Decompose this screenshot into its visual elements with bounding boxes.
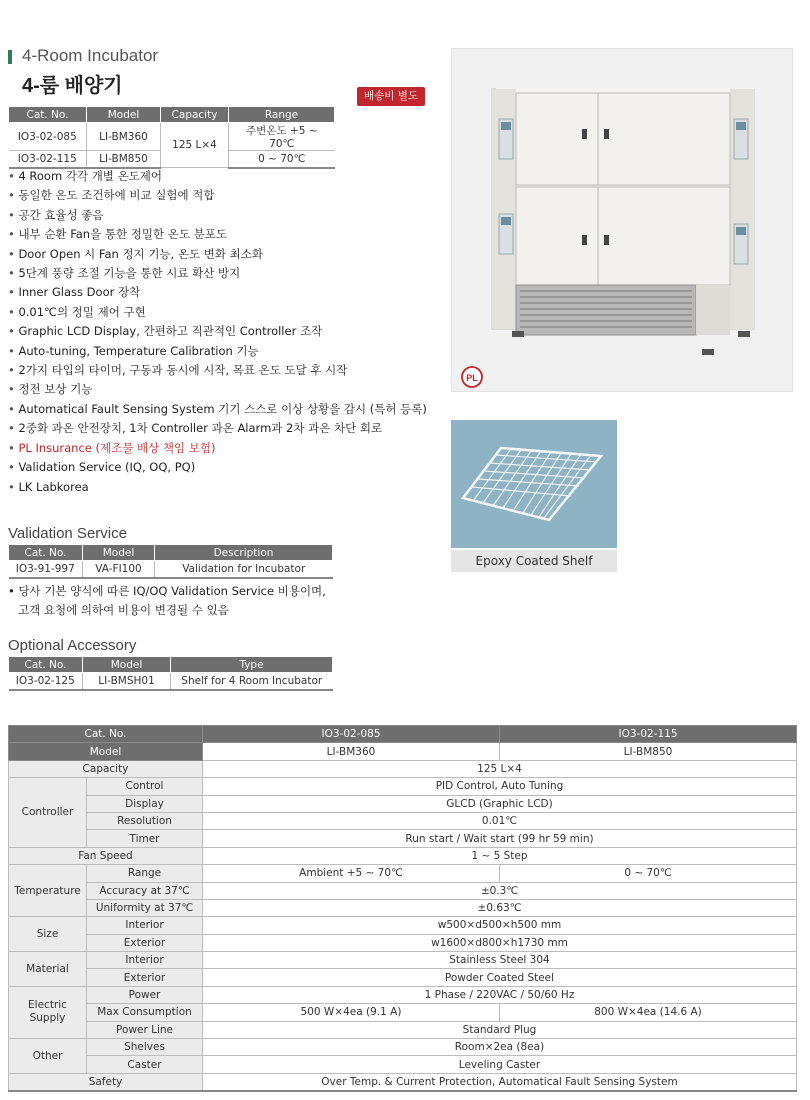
detailed-spec-table	[8, 725, 797, 1092]
exterior-label: Exterior	[87, 969, 203, 986]
table-header-row	[9, 107, 335, 123]
table-header-row	[9, 726, 797, 743]
cat-value: IO3-02-115	[500, 726, 797, 743]
table-row	[9, 917, 797, 934]
optional-accessory-title: Optional Accessory	[8, 637, 137, 654]
list-item: • 정전 보상 기능	[8, 380, 427, 399]
display-value: GLCD (Graphic LCD)	[203, 795, 797, 812]
table-row	[9, 952, 797, 969]
incubator-illustration	[452, 49, 793, 392]
table-row	[9, 561, 333, 578]
col-header: Cat. No.	[9, 107, 87, 123]
cell-capacity: 125 L×4	[161, 123, 229, 168]
col-header: Range	[229, 107, 335, 123]
shelf-illustration	[451, 420, 617, 548]
feature-list	[8, 167, 427, 497]
cat-label: Cat. No.	[9, 726, 203, 743]
col-header: Model	[87, 107, 161, 123]
exterior-label: Exterior	[87, 934, 203, 951]
list-item: • Validation Service (IQ, OQ, PQ)	[8, 458, 427, 477]
power-value: 1 Phase / 220VAC / 50/60 Hz	[203, 986, 797, 1003]
capacity-label: Capacity	[9, 760, 203, 777]
model-value: LI-BM850	[500, 743, 797, 760]
resolution-value: 0.01℃	[203, 812, 797, 829]
model-value: LI-BM360	[203, 743, 500, 760]
cell-model: LI-BM850	[87, 151, 161, 168]
accuracy-value: ±0.3℃	[203, 882, 797, 899]
cell-cat: IO3-02-115	[9, 151, 87, 168]
validation-note	[8, 582, 326, 620]
list-item: • Auto-tuning, Temperature Calibration 기능	[8, 342, 427, 361]
optional-accessory-table	[8, 656, 333, 691]
col-header: Cat. No.	[9, 657, 83, 673]
uniformity-value: ±0.63℃	[203, 899, 797, 916]
max-consumption-value: 500 W×4ea (9.1 A)	[203, 1004, 500, 1021]
table-row	[9, 934, 797, 951]
safety-label: Safety	[9, 1073, 203, 1090]
table-row	[9, 743, 797, 760]
shelves-label: Shelves	[87, 1039, 203, 1056]
cat-value: IO3-02-085	[203, 726, 500, 743]
table-row	[9, 1004, 797, 1021]
list-item: • Door Open 시 Fan 정지 기능, 온도 변화 최소화	[8, 245, 427, 264]
col-header: Cat. No.	[9, 545, 83, 561]
capacity-value: 125 L×4	[203, 760, 797, 777]
incubator-photo	[451, 48, 793, 392]
max-consumption-label: Max Consumption	[87, 1004, 203, 1021]
material-exterior-value: Powder Coated Steel	[203, 969, 797, 986]
table-row	[9, 795, 797, 812]
cell-model: LI-BM360	[87, 123, 161, 151]
table-row	[9, 865, 797, 882]
max-consumption-value: 800 W×4ea (14.6 A)	[500, 1004, 797, 1021]
col-header: Capacity	[161, 107, 229, 123]
table-row	[9, 778, 797, 795]
list-item: • Graphic LCD Display, 간편하고 직관적인 Controller 조작	[8, 322, 427, 341]
table-header-row	[9, 545, 333, 561]
power-line-label: Power Line	[87, 1021, 203, 1038]
table-row	[9, 1056, 797, 1073]
table-row	[9, 760, 797, 777]
table-row	[9, 899, 797, 916]
list-item: • Inner Glass Door 장착	[8, 283, 427, 302]
table-row	[9, 1021, 797, 1038]
other-label: Other	[9, 1039, 87, 1074]
power-label: Power	[87, 986, 203, 1003]
temperature-label: Temperature	[9, 865, 87, 917]
list-item: • LK Labkorea	[8, 478, 427, 497]
interior-label: Interior	[87, 917, 203, 934]
range-value: Ambient +5 ~ 70℃	[203, 865, 500, 882]
size-interior-value: w500×d500×h500 mm	[203, 917, 797, 934]
cell-range: 0 ~ 70℃	[229, 151, 335, 168]
shelf-caption: Epoxy Coated Shelf	[451, 550, 617, 572]
table-header-row	[9, 657, 333, 673]
list-item: • 0.01℃의 정밀 제어 구현	[8, 303, 427, 322]
cell-cat: IO3-02-125	[9, 673, 83, 690]
page-title-ko: 4-룸 배양기	[22, 75, 123, 97]
timer-value: Run start / Wait start (99 hr 59 min)	[203, 830, 797, 847]
accuracy-label: Accuracy at 37℃	[87, 882, 203, 899]
controller-label: Controller	[9, 778, 87, 848]
table-row	[9, 969, 797, 986]
material-interior-value: Stainless Steel 304	[203, 952, 797, 969]
col-header: Model	[83, 657, 171, 673]
cell-model: LI-BMSH01	[83, 673, 171, 690]
product-spec-table	[8, 106, 335, 169]
list-item: • 동일한 온도 조건하에 비교 실험에 적합	[8, 186, 427, 205]
shipping-badge: 배송비 별도	[357, 87, 425, 106]
control-value: PID Control, Auto Tuning	[203, 778, 797, 795]
size-exterior-value: w1600×d800×h1730 mm	[203, 934, 797, 951]
table-row	[9, 1039, 797, 1056]
list-item: • 내부 순환 Fan을 통한 정밀한 온도 분포도	[8, 225, 427, 244]
caster-value: Leveling Caster	[203, 1056, 797, 1073]
list-item: • 2중화 과온 안전장치, 1차 Controller 과온 Alarm과 2차 과온 차단 회로	[8, 419, 427, 438]
list-item-highlight: • PL Insurance (제조물 배상 책임 보험)	[8, 439, 427, 458]
list-item: • Automatical Fault Sensing System 기기 스스로 이상 상황을 감시 (특허 등록)	[8, 400, 427, 419]
validation-service-table	[8, 544, 333, 579]
size-label: Size	[9, 917, 87, 952]
table-row	[9, 986, 797, 1003]
shelves-value: Room×2ea (8ea)	[203, 1039, 797, 1056]
power-line-value: Standard Plug	[203, 1021, 797, 1038]
range-label: Range	[87, 865, 203, 882]
cell-cat: IO3-91-997	[9, 561, 83, 578]
resolution-label: Resolution	[87, 812, 203, 829]
electric-supply-label: Electric Supply	[9, 986, 87, 1038]
caster-label: Caster	[87, 1056, 203, 1073]
col-header: Description	[155, 545, 333, 561]
control-label: Control	[87, 778, 203, 795]
range-value: 0 ~ 70℃	[500, 865, 797, 882]
fan-speed-label: Fan Speed	[9, 847, 203, 864]
col-header: Model	[83, 545, 155, 561]
cell-model: VA-FI100	[83, 561, 155, 578]
model-label: Model	[9, 743, 203, 760]
title-accent-bar	[8, 50, 12, 64]
table-row	[9, 812, 797, 829]
list-item: • 4 Room 각각 개별 온도제어	[8, 167, 427, 186]
display-label: Display	[87, 795, 203, 812]
col-header: Type	[171, 657, 333, 673]
shelf-photo	[451, 420, 617, 548]
list-item: • 공간 효율성 좋음	[8, 206, 427, 225]
table-row	[9, 1073, 797, 1090]
list-item: • 5단계 풍량 조절 기능을 통한 시료 확산 방지	[8, 264, 427, 283]
cell-cat: IO3-02-085	[9, 123, 87, 151]
material-label: Material	[9, 952, 87, 987]
interior-label: Interior	[87, 952, 203, 969]
note-line: • 당사 기본 양식에 따른 IQ/OQ Validation Service 비용이며,	[8, 584, 326, 598]
timer-label: Timer	[87, 830, 203, 847]
note-line: 고객 요청에 의하여 비용이 변경될 수 있음	[18, 603, 229, 617]
table-row	[9, 830, 797, 847]
list-item: • 2가지 타입의 타이머, 구동과 동시에 시작, 목표 온도 도달 후 시작	[8, 361, 427, 380]
table-row	[9, 123, 335, 151]
table-row	[9, 847, 797, 864]
cell-desc: Validation for Incubator	[155, 561, 333, 578]
cell-type: Shelf for 4 Room Incubator	[171, 673, 333, 690]
page-title-en: 4-Room Incubator	[22, 46, 159, 65]
pl-mark-text: PL	[466, 373, 478, 383]
title-block	[8, 46, 158, 98]
table-row	[9, 673, 333, 690]
fan-speed-value: 1 ~ 5 Step	[203, 847, 797, 864]
safety-value: Over Temp. & Current Protection, Automatical Fault Sensing System	[203, 1073, 797, 1090]
cell-range: 주변온도 +5 ~ 70℃	[229, 123, 335, 151]
validation-service-title: Validation Service	[8, 525, 127, 542]
uniformity-label: Uniformity at 37℃	[87, 899, 203, 916]
table-row	[9, 882, 797, 899]
